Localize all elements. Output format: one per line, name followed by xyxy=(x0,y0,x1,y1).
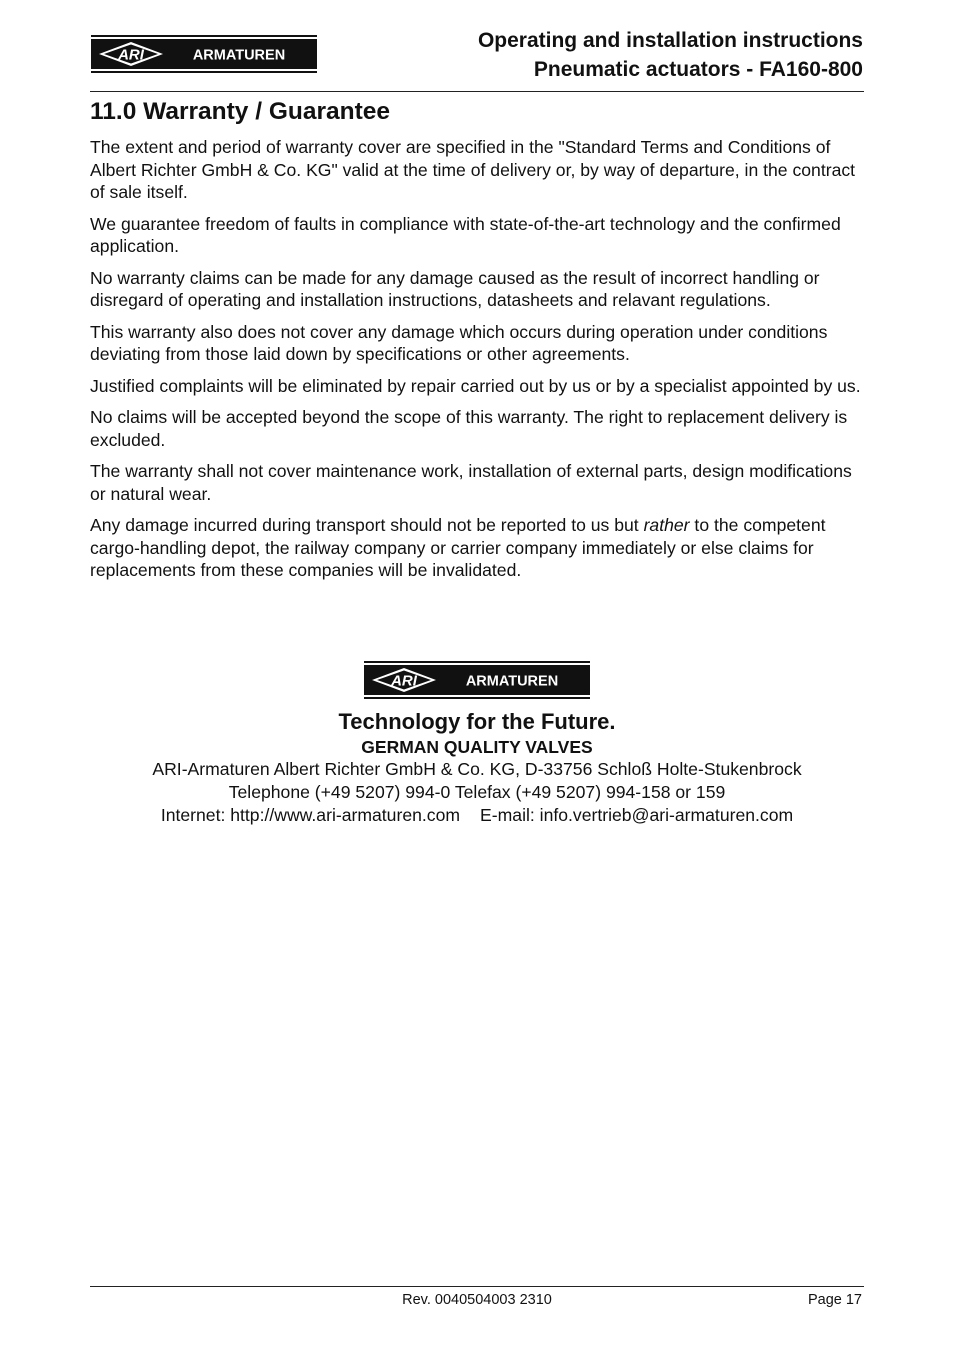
svg-text:ARMATUREN: ARMATUREN xyxy=(465,673,559,690)
section-title: 11.0 Warranty / Guarantee xyxy=(90,98,391,125)
ari-armaturen-logo xyxy=(91,35,317,73)
svg-text:ARI: ARI xyxy=(391,672,417,690)
footer-divider xyxy=(90,1286,864,1287)
warranty-text xyxy=(90,136,865,591)
company-address: ARI-Armaturen Albert Richter GmbH & Co. KG, D-33756 Schloß Holte-Stukenbrock xyxy=(152,759,802,779)
paragraph: No claims will be accepted beyond the scope of this warranty. The right to replacement delivery is excluded. xyxy=(90,407,848,450)
paragraph: This warranty also does not cover any damage which occurs during operation under conditions deviating from those laid down by specifications or other agreements. xyxy=(90,321,828,364)
paragraph: No warranty claims can be made for any damage caused as the result of incorrect handling or disregard of operating and installation instructions, datasheets and relavant regulations. xyxy=(90,267,820,310)
revision-number: Rev. 0040504003 2310 xyxy=(402,1292,552,1308)
page-number: Page 17 xyxy=(807,1292,862,1308)
quality-slogan: GERMAN QUALITY VALVES xyxy=(361,737,593,757)
paragraph-transport-damage xyxy=(90,514,865,582)
header-title-line2: Pneumatic actuators - FA160-800 xyxy=(533,58,863,81)
paragraph: Justified complaints will be eliminated by repair carried out by us or by a specialist appointed by us. xyxy=(90,375,861,396)
paragraph: The extent and period of warranty cover are specified in the "Standard Terms and Conditions of Albert Richter GmbH & Co. KG" valid at the time of delivery or, by way of departure, in the contract of sale itself. xyxy=(90,137,856,202)
tagline: Technology for the Future. xyxy=(338,709,616,734)
ari-armaturen-logo-footer xyxy=(364,661,590,699)
paragraph: We guarantee freedom of faults in compliance with state-of-the-art technology and the confirmed application. xyxy=(90,213,841,256)
company-contact-block xyxy=(0,708,954,826)
header-title-line1: Operating and installation instructions xyxy=(477,29,863,52)
header-divider xyxy=(90,91,864,92)
svg-text:ARI: ARI xyxy=(118,46,144,64)
svg-text:ARMATUREN: ARMATUREN xyxy=(192,47,286,64)
document-header-title xyxy=(478,26,863,84)
company-web-line xyxy=(0,804,954,827)
email-link[interactable]: E-mail: info.vertrieb@ari-armaturen.com xyxy=(480,804,794,825)
emphasis-text: rather xyxy=(643,515,690,535)
text-segment: Any damage incurred during transport should not be reported to us but xyxy=(90,515,644,535)
paragraph: The warranty shall not cover maintenance work, installation of external parts, design modifications or natural wear. xyxy=(90,461,852,504)
internet-link[interactable]: Internet: http://www.ari-armaturen.com xyxy=(160,804,461,825)
company-phone: Telephone (+49 5207) 994-0 Telefax (+49 5207) 994-158 or 159 xyxy=(228,781,726,802)
text-segment: to the competent cargo-handling depot, the railway company or carrier company immediately or else claims for replacements from these companies will be invalidated. xyxy=(90,515,826,580)
